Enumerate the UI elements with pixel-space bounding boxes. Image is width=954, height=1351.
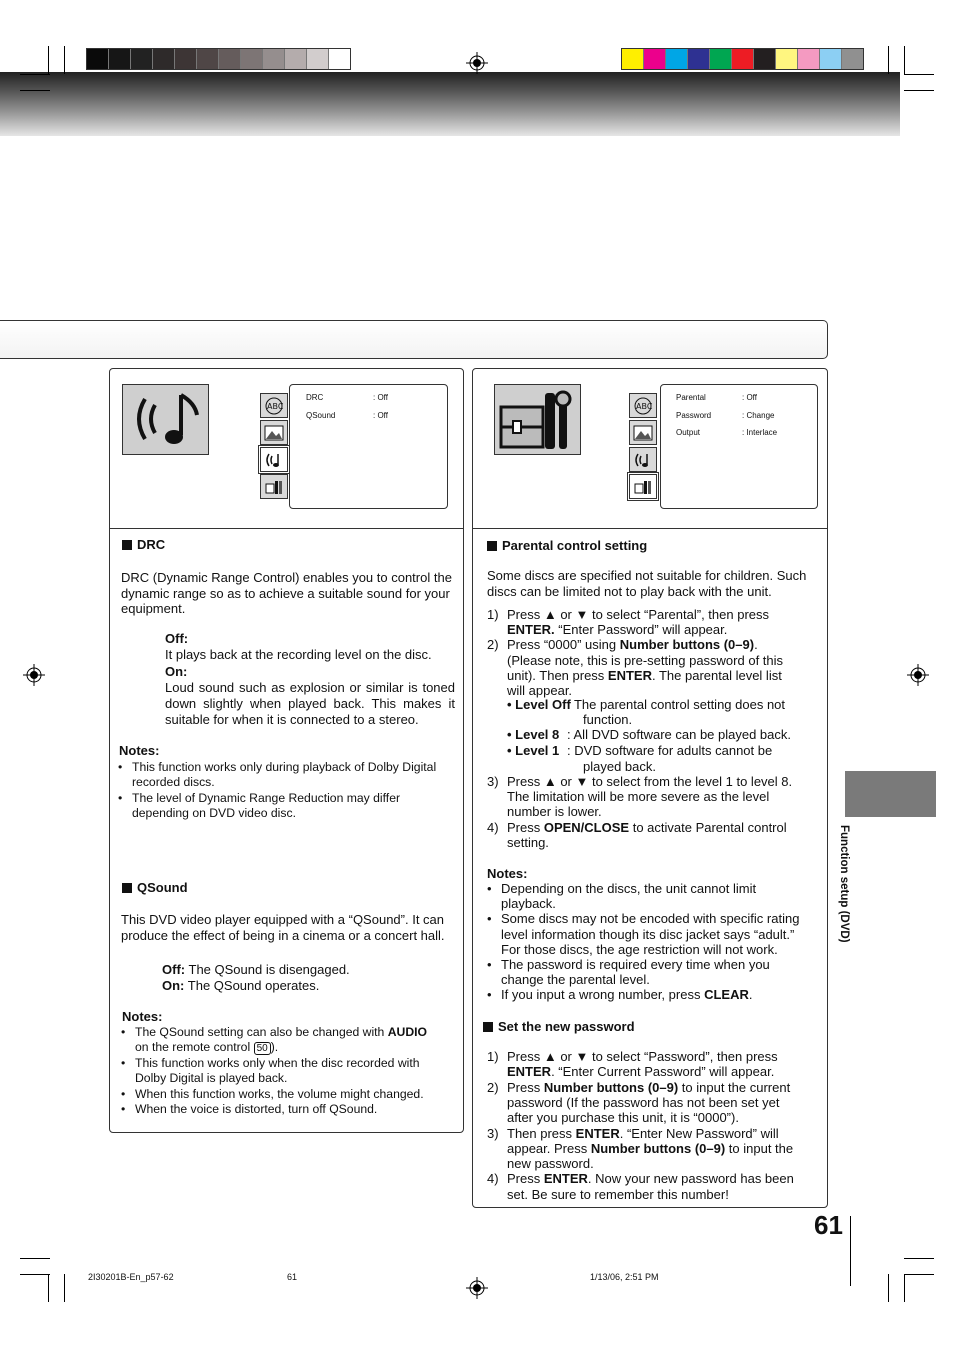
gray-swatch (263, 49, 285, 69)
color-swatch (732, 49, 754, 69)
drc-notes-label: Notes: (119, 743, 160, 758)
crop-mark (48, 1274, 49, 1302)
crop-mark (904, 1274, 934, 1275)
drc-on-label: On: (165, 664, 188, 679)
level-description-cont: played back. (583, 758, 656, 774)
heading-text: DRC (137, 537, 166, 552)
drc-heading (122, 537, 165, 552)
note-text: If you input a wrong number, press CLEAR. (501, 987, 753, 1003)
password-step (487, 1171, 794, 1202)
osd-row-qsound (306, 411, 335, 420)
drc-on-text: Loud sound such as explosion or similar is toned down slightly when played back. This makes it suitable for when it is connected to a stereo. (165, 680, 455, 728)
step-number: 1) (487, 1049, 499, 1064)
password-step (487, 1049, 778, 1080)
color-swatch (688, 49, 710, 69)
step-text: Press “0000” using Number buttons (0–9). (Please note, this is pre-setting password of this unit). Then press ENTER. The parental level list will appear. (507, 637, 784, 698)
qsound-off-line (162, 962, 350, 978)
note-text: The password is required every time when you change the parental level. (501, 957, 770, 988)
crop-mark (904, 46, 905, 74)
gray-swatch (285, 49, 307, 69)
parental-heading (487, 538, 647, 553)
crop-mark (888, 46, 889, 74)
gray-swatch (109, 49, 131, 69)
crop-mark (20, 1258, 50, 1259)
osd-row-password: Password (676, 411, 712, 420)
osd-value: : Off (373, 411, 388, 420)
gray-swatch (219, 49, 241, 69)
step-text: Press ENTER. Now your new password has been set. Be sure to remember this number! (507, 1171, 794, 1202)
qsound-note: • This function works only when the disc recorded with Dolby Digital is played back. (121, 1056, 451, 1087)
osd-value-parental: : Off (742, 393, 757, 402)
osd-value-qsound (373, 411, 388, 420)
language-abc-icon (629, 393, 657, 418)
osd-label: QSound (306, 411, 336, 420)
osd-label: DRC (306, 393, 324, 402)
osd-value: : Off (373, 393, 388, 402)
bullet: • (487, 911, 492, 927)
others-setup-panel (472, 368, 828, 1208)
square-bullet-icon (487, 541, 497, 551)
parental-notes-label: Notes: (487, 866, 528, 881)
color-calibration-bar (621, 48, 864, 70)
gray-swatch (131, 49, 153, 69)
step-number: 3) (487, 1125, 499, 1141)
level-description: : DVD software for adults cannot be (567, 743, 773, 759)
crop-mark (20, 90, 50, 91)
svg-text:ABC: ABC (267, 401, 284, 411)
footer-page: 61 (287, 1272, 298, 1282)
language-abc-icon (260, 393, 288, 418)
step-text: Press OPEN/CLOSE to activate Parental control setting. (507, 819, 787, 850)
qsound-heading (122, 880, 188, 895)
level-name: • Level 1 (507, 743, 560, 759)
qsound-note: • When this function works, the volume might changed. (121, 1087, 451, 1102)
heading-text: QSound (137, 880, 188, 895)
crop-mark (64, 46, 65, 74)
gray-swatch (241, 49, 263, 69)
crop-mark (888, 1274, 889, 1302)
side-tab-label (830, 825, 870, 955)
step-number: 2) (487, 637, 499, 653)
note-text: This function works only when the disc recorded with Dolby Digital is played back. (135, 1056, 420, 1086)
audio-osd-menu (289, 384, 448, 509)
level-description: : All DVD software can be played back. (567, 727, 792, 743)
color-swatch (820, 49, 842, 69)
level-description-cont: function. (583, 712, 633, 728)
parental-level-row (507, 697, 786, 712)
header-band (0, 72, 900, 136)
drc-note: • This function works only during playback of Dolby Digital recorded discs. (118, 760, 456, 791)
note-text: Depending on the discs, the unit cannot limit playback. (501, 881, 757, 912)
svg-text:ABC: ABC (636, 401, 653, 411)
gray-swatch (87, 49, 109, 69)
audio-note-icon (122, 384, 209, 455)
page-number: 61 (814, 1210, 843, 1240)
note-text: When this function works, the volume might changed. (135, 1087, 424, 1101)
color-swatch (776, 49, 798, 69)
bullet: • (487, 881, 492, 896)
qsound-on-text: The QSound operates. (187, 978, 320, 993)
registration-mark-icon (466, 52, 488, 74)
step-number: 4) (487, 1171, 499, 1187)
others-osd-menu (660, 384, 818, 509)
step-number: 1) (487, 607, 499, 622)
level-name: • Level Off (507, 697, 571, 712)
qsound-on-label: On: (162, 978, 185, 993)
qsound-notes-label: Notes: (122, 1009, 163, 1024)
registration-mark-icon (23, 664, 45, 686)
parental-level-row (507, 743, 773, 759)
crop-mark (904, 1274, 905, 1302)
parental-step (487, 637, 783, 698)
gray-swatch (329, 49, 350, 69)
crop-mark (20, 74, 50, 75)
parental-level-row (507, 727, 792, 743)
parental-step (487, 774, 792, 820)
qsound-intro: This DVD video player equipped with a “QSound”. It can produce the effect of being in a cinema or a concert hall. (121, 912, 445, 943)
side-tab-text: Function setup (DVD) (838, 825, 850, 943)
audio-icon (260, 447, 288, 472)
step-text: Then press ENTER. “Enter New Password” will appear. Press Number buttons (0–9) to input the new password. (507, 1125, 794, 1172)
osd-value-output: : Interlace (742, 428, 778, 437)
qsound-note: • The QSound setting can also be changed with AUDIO on the remote control 50 ). (121, 1025, 453, 1056)
parental-step (487, 820, 787, 850)
audio-button-ref: AUDIO (387, 1025, 427, 1039)
gray-swatch (307, 49, 329, 69)
parental-note (487, 911, 799, 957)
color-swatch (842, 49, 863, 69)
drc-intro: DRC (Dynamic Range Control) enables you to control the dynamic range so as to achieve a suitable sound for your equipment. (121, 570, 452, 617)
registration-mark-icon (466, 1277, 488, 1299)
chapter-tab (845, 771, 936, 817)
step-text: Press ▲ or ▼ to select “Parental”, then press ENTER. “Enter Password” will appear. (507, 607, 769, 638)
heading-text: Parental control setting (502, 538, 648, 553)
section-title-bar (0, 320, 828, 359)
step-text: Press Number buttons (0–9) to input the current password (If the password has not been set yet after you purchase this unit, it is “0000”). (507, 1079, 791, 1126)
parental-note (487, 987, 752, 1002)
step-number: 4) (487, 819, 499, 835)
osd-row-drc (306, 393, 323, 402)
note-text: This function works only during playback of Dolby Digital recorded discs. (132, 760, 437, 790)
osd-row-parental: Parental (676, 393, 706, 402)
crop-mark (48, 46, 49, 74)
osd-value-password: : Change (742, 411, 775, 420)
gray-swatch (197, 49, 219, 69)
parental-note (487, 881, 756, 911)
page-number-rule (850, 1216, 851, 1286)
parental-intro: Some discs are specified not suitable for children. Such discs can be limited not to play back with the unit. (487, 568, 807, 599)
step-text: Press ▲ or ▼ to select “Password”, then press ENTER. “Enter Current Password” will appear. (507, 1049, 778, 1080)
color-swatch (754, 49, 776, 69)
note-text (135, 1025, 453, 1056)
tools-icon (260, 474, 288, 499)
note-text-part: ). (270, 1040, 279, 1055)
password-step (487, 1126, 793, 1172)
bullet: • (487, 987, 492, 1003)
color-swatch (622, 49, 644, 69)
picture-mountain-icon (629, 420, 657, 445)
note-text: When the voice is distorted, turn off QSound. (135, 1102, 378, 1116)
gray-calibration-bar (86, 48, 351, 70)
audio-icon (629, 447, 657, 472)
level-name: • Level 8 (507, 727, 560, 743)
step-number: 2) (487, 1079, 499, 1095)
footer-file: 2I30201B-En_p57-62 (88, 1272, 174, 1282)
crop-mark (904, 1258, 934, 1259)
note-text: The level of Dynamic Range Reduction may differ depending on DVD video disc. (132, 791, 401, 821)
gray-swatch (153, 49, 175, 69)
note-text-part: The QSound setting can also be changed with (135, 1025, 388, 1039)
crop-mark (64, 1274, 65, 1302)
color-swatch (644, 49, 666, 69)
qsound-off-text: The QSound is disengaged. (188, 962, 350, 977)
qsound-off-label: Off: (162, 962, 186, 977)
color-swatch (710, 49, 732, 69)
color-swatch (798, 49, 820, 69)
drc-note: • The level of Dynamic Range Reduction may differ depending on DVD video disc. (118, 791, 418, 822)
page-ref-badge: 50 (254, 1042, 271, 1055)
qsound-on-line (162, 978, 319, 994)
square-bullet-icon (122, 883, 132, 893)
step-number: 3) (487, 774, 499, 789)
heading-text: Set the new password (498, 1019, 635, 1034)
footer-date: 1/13/06, 2:51 PM (590, 1272, 659, 1282)
color-swatch (666, 49, 688, 69)
crop-mark (904, 74, 934, 75)
drc-off-label: Off: (165, 631, 189, 646)
step-text: Press ▲ or ▼ to select from the level 1 to level 8. The limitation will be more severe as the level number is lower. (507, 774, 793, 820)
square-bullet-icon (122, 540, 132, 550)
audio-setup-panel (109, 368, 464, 1133)
parental-note (487, 957, 770, 987)
level-description: : The parental control setting does not (567, 697, 786, 712)
password-heading (483, 1019, 635, 1034)
note-text-part: on the remote control (135, 1040, 254, 1055)
square-bullet-icon (483, 1022, 493, 1032)
bullet: • (487, 957, 492, 972)
osd-value-drc (373, 393, 388, 402)
picture-mountain-icon (260, 420, 288, 445)
registration-mark-icon (907, 664, 929, 686)
password-step (487, 1080, 790, 1126)
gray-swatch (175, 49, 197, 69)
tools-icon (629, 474, 657, 499)
drc-off-text: It plays back at the recording level on the disc. (165, 647, 432, 662)
parental-step (487, 607, 769, 637)
tools-large-icon (494, 384, 581, 455)
qsound-note: • When the voice is distorted, turn off QSound. (121, 1102, 451, 1117)
note-text: Some discs may not be encoded with specific rating level information though its disc jacket says “adult.” For those discs, the age restriction will not work. (501, 911, 800, 957)
osd-row-output: Output (676, 428, 701, 437)
crop-mark (904, 90, 934, 91)
crop-mark (20, 1274, 50, 1275)
